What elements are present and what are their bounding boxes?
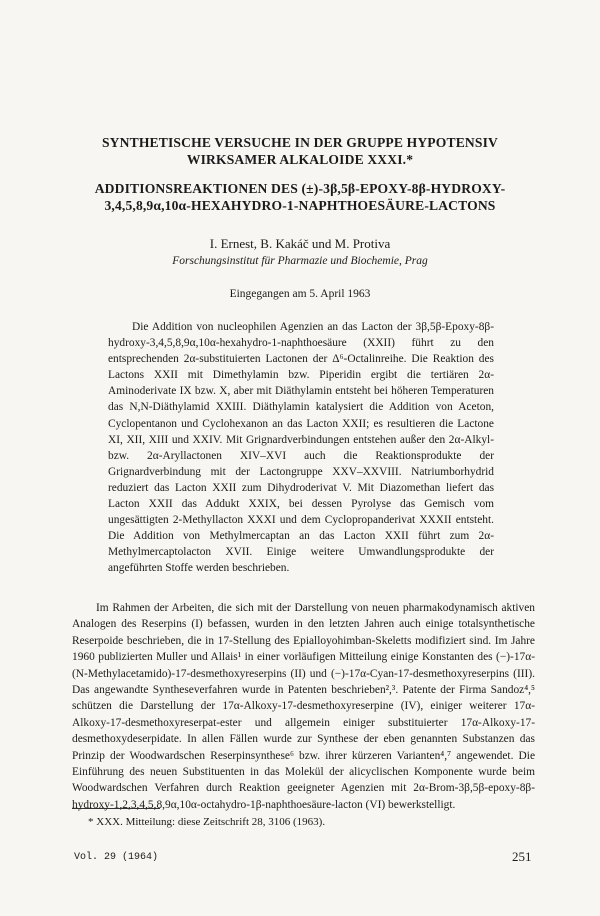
received-date: Eingegangen am 5. April 1963: [229, 288, 371, 300]
footnote-divider: [72, 808, 160, 809]
footnote: * XXX. Mitteilung: diese Zeitschrift 28, 3106 (1963).: [88, 816, 326, 828]
page-number: 251: [512, 849, 532, 864]
body-paragraph: Im Rahmen der Arbeiten, die sich mit der Darstellung von neuen pharmakodynamisch aktiven Analogen des Reserpins (I) befassen, wurden in den letzten Jahren auch einige totalsynthetische Reserpoide beschrieben, die in 17-Stellung des Epialloyohimban-Skeletts modifiziert sind. Im Jahre 1960 publizierten Muller und Allais¹ in einer vorläufigen Mitteilung einige Konstanten des (−)-17α-(N-Methylacetamido)-17-desmethoxyreserpins (II) und (−)-17α-Cyan-17-desmethoxyreserpins (III). Das angewandte Syntheseverfahren wurde in Patenten beschrieben²,³. Patente der Firma Sandoz⁴,⁵ schützen die Darstellung der 17α-Alkoxy-17-desmethoxyreserpine (IV), einiger weiterer 17α-Alkoxy-17-desmethoxyreserpat-ester und allgemein einiger substituierter 17α-Alkoxy-17-desmethoxydeserpidate. In allen Fällen wurde zur Synthese der eben genannten Substanzen das Prinzip der Woodwardschen Reserpinsynthese⁶ bzw. ihrer kürzeren Varianten⁴,⁷ angewendet. Die Einführung des neuen Substituenten in das Molekül der alicyclischen Komponente wurde beim Woodwardschen Verfahren durch Reaktion geeigneter Agenzien mit 2α-Brom-3β,5β-epoxy-8β-hydroxy-1,2,3,4,5,8,9α,10α-octahydro-1β-naphthoesäure-lacton (VI) bewerkstelligt.: [72, 602, 535, 811]
article-series-title: SYNTHETISCHE VERSUCHE IN DER GRUPPE HYPOTENSIV WIRKSAMER ALKALOIDE XXXI.*: [101, 135, 499, 167]
institution-line: Forschungsinstitut für Pharmazie und Biochemie, Prag: [172, 255, 428, 267]
abstract-paragraph: Die Addition von nucleophilen Agenzien an das Lacton der 3β,5β-Epoxy-8β-hydroxy-3,4,5,8,9α,10α-hexahydro-1-naphthoesäure (XXII) führt zu den entsprechenden 2α-substituierten Lactonen der Δ⁶-Octalinreihe. Die Reaktion des Lactons XXII mit Dimethylamin bzw. Piperidin ergibt die tertiären 2α-Aminoderivate IX bzw. X, aber mit Diäthylamin entsteht bei höheren Temperaturen das N,N-Diäthylamid XXIII. Diäthylamin katalysiert die Addition von Aceton, Cyclopentanon und Cyclohexanon an das Lacton XXII; es resultieren die Lactone XI, XII, XIII und XXIV. Mit Grignardverbindungen entstehen außer den 2α-Alkyl- bzw. 2α-Aryllactonen XIV–XVI auch die Reaktionsprodukte der Grignardverbindung mit der Lactongruppe XXV–XXVIII. Natriumborhydrid reduziert das Lacton XXII zum Dihydroderivat V. Mit Diazomethan liefert das Lacton XXII das Addukt XXIX, bei dessen Pyrolyse das Gemisch vom ungesättigten 2-Methyllacton XXXI und dem Cyclopropanderivat XXXII entsteht. Die Addition von Methylmercaptan an das Lacton XXII führt zum 2α-Methylmercaptolacton XVII. Einige weitere Umwandlungsprodukte der angeführten Stoffe werden beschrieben.: [108, 321, 494, 575]
article-title: ADDITIONSREAKTIONEN DES (±)-3β,5β-EPOXY-8β-HYDROXY-3,4,5,8,9α,10α-HEXAHYDRO-1-NAPHTHOESÄURE-LACTONS: [94, 181, 506, 213]
footer-volume: Vol. 29 (1964): [74, 852, 159, 863]
authors-line: I. Ernest, B. Kakáč und M. Protiva: [209, 236, 391, 251]
